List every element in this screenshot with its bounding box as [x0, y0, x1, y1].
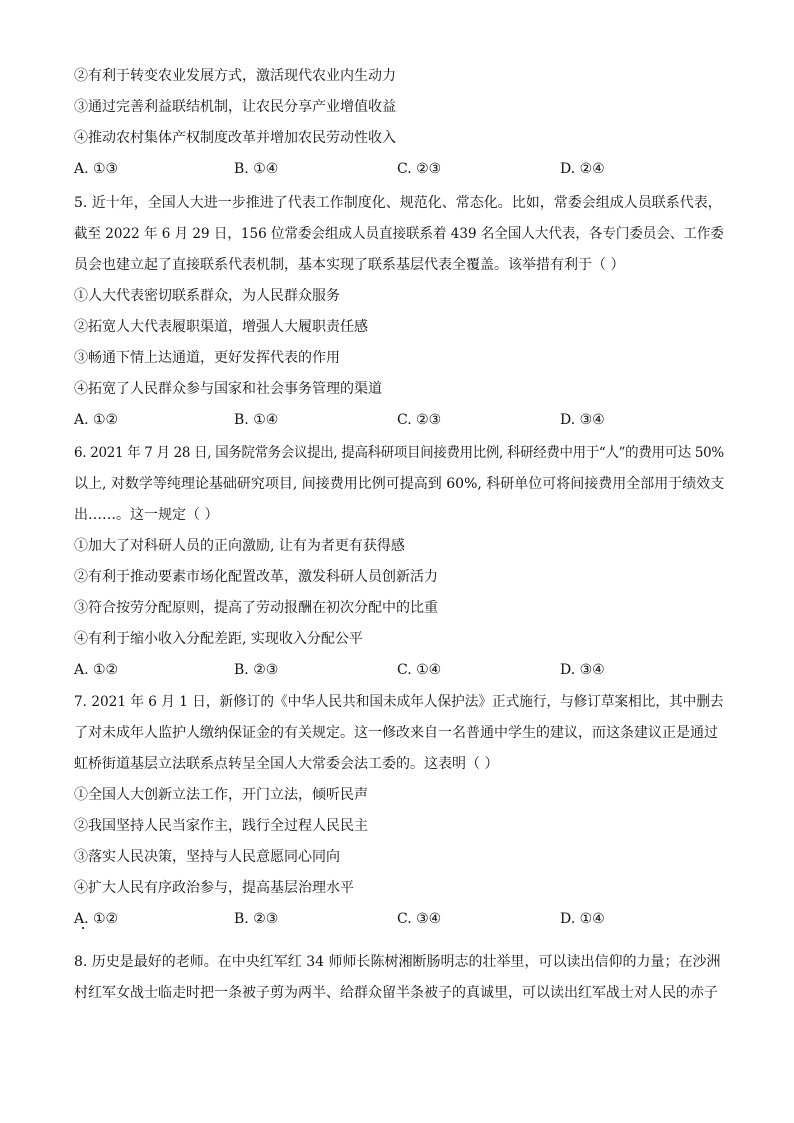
q5-item-2: ②拓宽人大代表履职渠道，增强人大履职责任感 — [74, 319, 368, 335]
q5-stem-line-1: 5. 近十年，全国人大进一步推进了代表工作制度化、规范化、常态化。比如，常委会组成人员联系代表， — [74, 195, 722, 211]
q4-item-3: ③通过完善利益联结机制，让农民分享产业增值收益 — [74, 99, 396, 115]
q5-option-b[interactable]: B. ①④ — [234, 412, 279, 428]
q5-options — [74, 410, 724, 430]
q6-item-3: ③符合按劳分配原则，提高了劳动报酬在初次分配中的比重 — [74, 600, 438, 616]
q6-option-b[interactable]: B. ②③ — [234, 662, 279, 678]
q6-option-a[interactable]: A. ①② — [74, 662, 119, 678]
stray-dot-mark — [82, 927, 84, 929]
q8-stem-line-1: 8. 历史是最好的老师。在中央红军红 34 师师长陈树湘断肠明志的壮举里，可以读出信仰的力量；在沙洲 — [74, 954, 721, 970]
q4-option-c[interactable]: C. ②③ — [397, 161, 442, 177]
q4-option-b[interactable]: B. ①④ — [234, 161, 279, 177]
q5-item-1: ①人大代表密切联系群众，为人民群众服务 — [74, 288, 340, 304]
q5-option-c[interactable]: C. ②③ — [397, 412, 442, 428]
q7-option-c[interactable]: C. ③④ — [397, 911, 442, 927]
q6-stem-line-1: 6. 2021 年 7 月 28 日, 国务院常务会议提出, 提高科研项目间接费用比例, 科研经费中用于“人”的费用可达 50% — [74, 445, 724, 461]
q4-item-2: ②有利于转变农业发展方式，激活现代农业内生动力 — [74, 68, 396, 84]
q7-item-4: ④扩大人民有序政治参与，提高基层治理水平 — [74, 880, 354, 896]
q7-stem-line-3: 虹桥街道基层立法联系点转呈全国人大常委会法工委的。这表明（ ） — [74, 756, 499, 772]
q6-options — [74, 660, 724, 680]
q7-stem-line-2: 了对未成年人监护人缴纳保证金的有关规定。这一修改来自一名普通中学生的建议，而这条建议正是通过 — [74, 725, 718, 741]
q6-stem-line-3: 出……。这一规定（ ） — [74, 507, 219, 523]
q6-option-d[interactable]: D. ③④ — [560, 662, 605, 678]
q7-item-2: ②我国坚持人民当家作主，践行全过程人民民主 — [74, 818, 368, 834]
q5-stem-line-3: 员会也建立起了直接联系代表机制，基本实现了联系基层代表全覆盖。该举措有利于（ ） — [74, 257, 625, 273]
q4-options — [74, 159, 724, 179]
q6-item-1: ①加大了对科研人员的正向激励, 让有为者更有获得感 — [74, 538, 405, 554]
q6-item-2: ②有利于推动要素市场化配置改革，激发科研人员创新活力 — [74, 569, 438, 585]
q5-item-3: ③畅通下情上达通道，更好发挥代表的作用 — [74, 350, 340, 366]
q7-option-a[interactable]: A. ①② — [74, 911, 119, 927]
q5-stem-line-2: 截至 2022 年 6 月 29 日，156 位常委会组成人员直接联系着 439 名全国人大代表，各专门委员会、工作委 — [74, 226, 724, 242]
q7-option-b[interactable]: B. ②③ — [234, 911, 279, 927]
q5-item-4: ④拓宽了人民群众参与国家和社会事务管理的渠道 — [74, 381, 382, 397]
q7-item-1: ①全国人大创新立法工作，开门立法，倾听民声 — [74, 787, 368, 803]
q7-options — [74, 909, 724, 929]
q5-option-a[interactable]: A. ①② — [74, 412, 119, 428]
q4-option-a[interactable]: A. ①③ — [74, 161, 119, 177]
q4-item-4: ④推动农村集体产权制度改革并增加农民劳动性收入 — [74, 130, 396, 146]
q7-option-d[interactable]: D. ①④ — [560, 911, 605, 927]
q5-option-d[interactable]: D. ③④ — [560, 412, 605, 428]
q6-stem-line-2: 以上, 对数学等纯理论基础研究项目, 间接费用比例可提高到 60%, 科研单位可将间接费用全部用于绩效支 — [74, 476, 725, 492]
q6-option-c[interactable]: C. ①④ — [397, 662, 442, 678]
q7-item-3: ③落实人民决策，坚持与人民意愿同心同向 — [74, 849, 340, 865]
q6-item-4: ④有利于缩小收入分配差距, 实现收入分配公平 — [74, 631, 363, 647]
q8-stem-line-2: 村红军女战士临走时把一条被子剪为两半、给群众留半条被子的真诚里，可以读出红军战士对人民的赤子 — [74, 985, 718, 1001]
q7-stem-line-1: 7. 2021 年 6 月 1 日，新修订的《中华人民共和国未成年人保护法》正式施行，与修订草案相比，其中删去 — [74, 694, 724, 710]
q4-option-d[interactable]: D. ②④ — [560, 161, 605, 177]
